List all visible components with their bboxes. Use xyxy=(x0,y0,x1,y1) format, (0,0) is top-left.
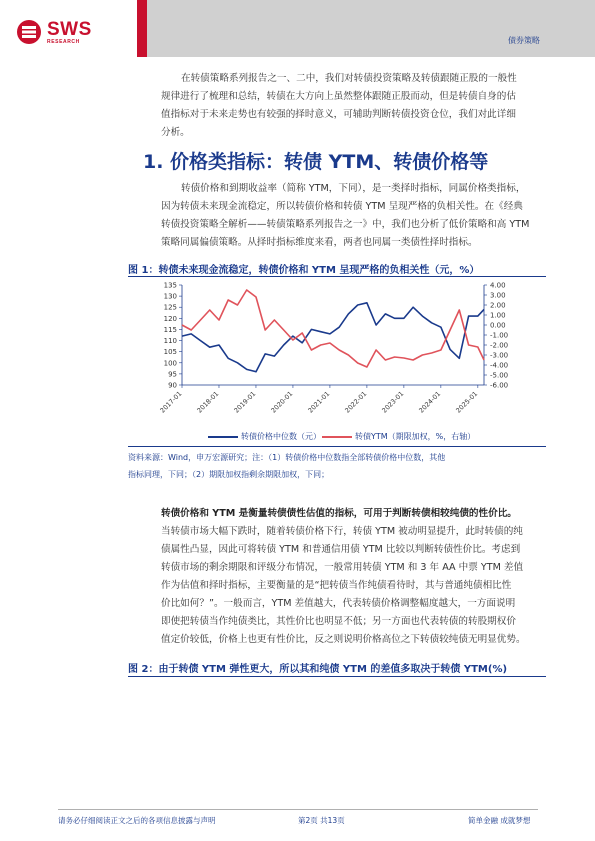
report-category: 债券策略 xyxy=(508,36,540,45)
header-bar xyxy=(147,0,595,57)
legend-price xyxy=(208,431,321,442)
section1-line: 策略同属偏债策略。从择时指标维度来看，两者也同属一类债性择时指标。 xyxy=(161,237,478,248)
right-tick-label: -4.00 xyxy=(490,361,509,370)
header-logo-area xyxy=(0,0,137,57)
left-tick-label: 120 xyxy=(163,314,177,323)
x-tick-label: 2018-01 xyxy=(195,389,221,415)
body2-line: 价比如何？”。一般而言，YTM 差值越大，代表转债价格调整幅度越大，一方面说明 xyxy=(161,598,516,609)
paragraph-lead-bold: 转债价格和 YTM 是衡量转债债性估值的指标，可用于判断转债相较纯债的性价比。 xyxy=(161,508,517,519)
left-tick-label: 130 xyxy=(163,292,177,301)
intro-paragraph xyxy=(161,70,547,142)
left-tick-label: 105 xyxy=(163,348,177,357)
company-logo xyxy=(16,19,92,45)
right-tick-label: -3.00 xyxy=(490,351,509,360)
section1-paragraph xyxy=(161,180,547,252)
figure2-title: 图 2：由于转债 YTM 弹性更大，所以其和纯债 YTM 的差值多取决于转债 YTM(%) xyxy=(128,664,508,675)
left-tick-label: 95 xyxy=(168,370,177,379)
right-tick-label: 1.00 xyxy=(490,311,506,320)
body2-line: 债属性凸显，因此可将转债 YTM 和普通信用债 YTM 比较以判断转债性价比。考虑到 xyxy=(161,544,521,555)
body-paragraph-2 xyxy=(161,505,547,649)
x-tick-label: 2021-01 xyxy=(306,389,332,415)
footer-divider xyxy=(58,809,538,810)
x-tick-label: 2022-01 xyxy=(343,389,369,415)
body2-line: 转债市场的剩余期限和评级分布情况，一般常用转债 YTM 和 3 年 AA 中票 YTM 差值 xyxy=(161,562,524,573)
intro-line: 值指标对于未来走势也有较强的择时意义，可辅助判断转债投资仓位，我们对此详细 xyxy=(161,109,516,120)
sws-logo-icon xyxy=(16,19,42,45)
section1-line: 因为转债未来现金流稳定，所以转债价格和转债 YTM 呈现严格的负相关性。在《经典 xyxy=(161,201,523,212)
logo-subtext: RESEARCH xyxy=(47,38,80,45)
x-tick-label: 2020-01 xyxy=(269,389,295,415)
logo-wordmark: SWS xyxy=(47,18,92,40)
x-tick-label: 2017-01 xyxy=(158,389,184,415)
x-tick-label: 2025-01 xyxy=(454,389,480,415)
legend-label-ytm: 转债YTM（期限加权，%，右轴） xyxy=(355,432,476,441)
section1-line: 转债投资策略全解析——转债策略系列报告之一》中，我们也分析了低价策略和高 YTM xyxy=(161,219,530,230)
legend-swatch-ytm xyxy=(322,436,352,438)
x-tick-label: 2023-01 xyxy=(380,389,406,415)
x-tick-label: 2024-01 xyxy=(417,389,443,415)
intro-line: 分析。 xyxy=(161,127,190,138)
right-tick-label: -6.00 xyxy=(490,381,509,390)
figure2-top-rule xyxy=(128,676,546,677)
legend-label-price: 转债价格中位数（元） xyxy=(241,432,321,441)
right-tick-label: -1.00 xyxy=(490,331,509,340)
figure1-source-note xyxy=(128,449,528,483)
section1-line: 转债价格和到期收益率（简称 YTM，下同），是一类择时指标，同属价格类指标， xyxy=(181,183,526,194)
left-tick-label: 125 xyxy=(163,303,177,312)
section-heading: 1. 价格类指标：转债 YTM、转债价格等 xyxy=(143,151,489,173)
price-ytm-line-chart xyxy=(152,280,532,430)
legend-ytm xyxy=(322,431,475,442)
left-tick-label: 90 xyxy=(168,381,177,390)
footer-disclaimer: 请务必仔细阅读正文之后的各项信息披露与声明 xyxy=(58,816,216,825)
header-red-stripe xyxy=(137,0,147,57)
figure1-top-rule xyxy=(128,276,546,277)
source-line: 指标同理，下同；（2）期限加权指剩余期限加权，下同； xyxy=(128,470,330,479)
footer-slogan: 简单金融 成就梦想 xyxy=(468,816,531,825)
figure1-bottom-rule xyxy=(128,446,546,447)
intro-line: 规律进行了梳理和总结，转债在大方向上虽然整体跟随正股而动，但是转债自身的估 xyxy=(161,91,516,102)
right-tick-label: 2.00 xyxy=(490,301,506,310)
right-tick-label: 0.00 xyxy=(490,321,506,330)
right-tick-label: 4.00 xyxy=(490,281,506,290)
legend-swatch-price xyxy=(208,436,238,438)
right-tick-label: 3.00 xyxy=(490,291,506,300)
body2-line: 值定价较低，价格上也更有性价比，反之则说明价格高位之下转债较纯债无明显优势。 xyxy=(161,634,526,645)
left-tick-label: 100 xyxy=(163,359,177,368)
left-tick-label: 115 xyxy=(163,325,177,334)
source-line: 资料来源：Wind，申万宏源研究；注：（1）转债价格中位数指全部转债价格中位数，其他 xyxy=(128,453,446,462)
footer-page-number: 第2页 共13页 xyxy=(298,816,345,825)
left-tick-label: 110 xyxy=(163,337,177,346)
right-tick-label: -2.00 xyxy=(490,341,509,350)
body2-line: 当转债市场大幅下跌时，随着转债价格下行，转债 YTM 被动明显提升，此时转债的纯 xyxy=(161,526,523,537)
intro-line: 在转债策略系列报告之一、二中，我们对转债投资策略及转债跟随正股的一般性 xyxy=(181,73,517,84)
x-tick-label: 2019-01 xyxy=(232,389,258,415)
series-line-price xyxy=(182,303,484,372)
right-tick-label: -5.00 xyxy=(490,371,509,380)
figure1-title: 图 1：转债未来现金流稳定，转债价格和 YTM 呈现严格的负相关性（元，%） xyxy=(128,265,480,276)
left-tick-label: 135 xyxy=(163,281,177,290)
body2-line: 作为估值和择时指标，主要衡量的是“把转债当作纯债看待时，其与普通纯债相比性 xyxy=(161,580,512,591)
body2-line: 即使把转债当作纯债类比，其性价比也明显不低；另一方面也代表转债的转股期权价 xyxy=(161,616,516,627)
series-line-ytm xyxy=(182,290,484,367)
